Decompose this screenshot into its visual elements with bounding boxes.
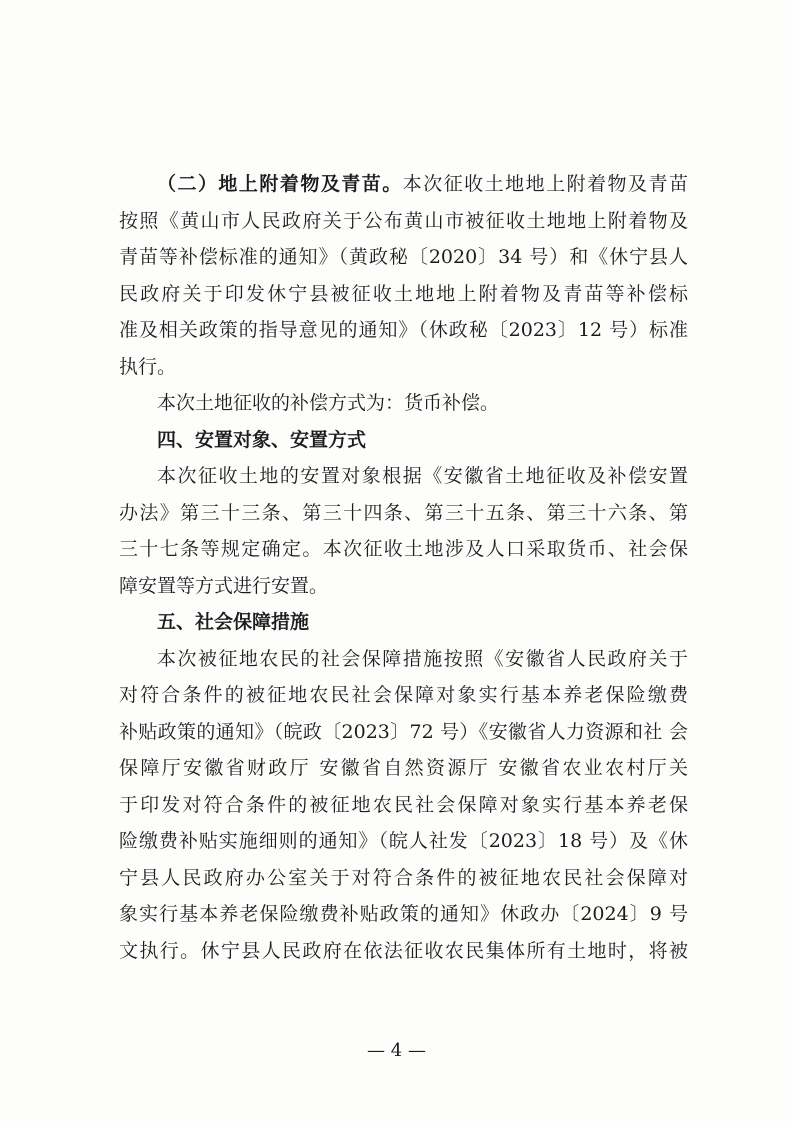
- paragraph-line: 保障厅安徽省财政厅 安徽省自然资源厅 安徽省农业农村厅关: [119, 757, 688, 779]
- page-number: — 4 —: [367, 1040, 426, 1061]
- paragraph-line: 办法》第三十三条、第三十四条、第三十五条、第三十六条、第: [119, 501, 688, 524]
- paragraph-line: 三十七条等规定确定。本次征收土地涉及人口采取货币、社会保: [119, 538, 688, 560]
- paragraph-text: 本次征收土地地上附着物及青苗: [402, 173, 688, 195]
- paragraph-line: 按照《黄山市人民政府关于公布黄山市被征收土地地上附着物及: [119, 209, 688, 232]
- section2-heading: （二）地上附着物及青苗。: [157, 173, 403, 195]
- paragraph-line: 执行。: [119, 355, 177, 378]
- paragraph-line: 险缴费补贴实施细则的通知》（皖人社发〔2023〕18 号）及《休: [119, 830, 688, 852]
- document-body: [119, 166, 688, 969]
- paragraph-line: 象实行基本养老保险缴费补贴政策的通知》休政办〔2024〕9 号: [119, 903, 688, 925]
- paragraph-line: 本次征收土地的安置对象根据《安徽省土地征收及补偿安置: [157, 465, 688, 487]
- paragraph-line: 准及相关政策的指导意见的通知》（休政秘〔2023〕12 号）标准: [119, 319, 688, 341]
- paragraph-line: 青苗等补偿标准的通知》（黄政秘〔2020〕34 号）和《休宁县人: [119, 246, 688, 268]
- section5-heading: 五、社会保障措施: [157, 611, 310, 633]
- paragraph-line: 补贴政策的通知》（皖政〔2023〕72 号）《安徽省人力资源和社 会: [119, 720, 688, 743]
- paragraph-line: 对符合条件的被征地农民社会保障对象实行基本养老保险缴费: [119, 684, 688, 706]
- compensation-method-line: 本次土地征收的补偿方式为：货币补偿。: [157, 392, 500, 414]
- paragraph-line: 于印发对符合条件的被征地农民社会保障对象实行基本养老保: [119, 793, 688, 816]
- section2-first-line: [119, 166, 688, 203]
- paragraph-line: 宁县人民政府办公室关于对符合条件的被征地农民社会保障对: [119, 866, 688, 889]
- section4-heading: 四、安置对象、安置方式: [157, 428, 367, 451]
- paragraph-line: 民政府关于印发休宁县被征收土地地上附着物及青苗等补偿标: [119, 282, 688, 305]
- paragraph-line: 文执行。休宁县人民政府在依法征收农民集体所有土地时，将被: [119, 939, 688, 962]
- paragraph-line: 本次被征地农民的社会保障措施按照《安徽省人民政府关于: [157, 647, 688, 670]
- paragraph-line: 障安置等方式进行安置。: [119, 574, 329, 597]
